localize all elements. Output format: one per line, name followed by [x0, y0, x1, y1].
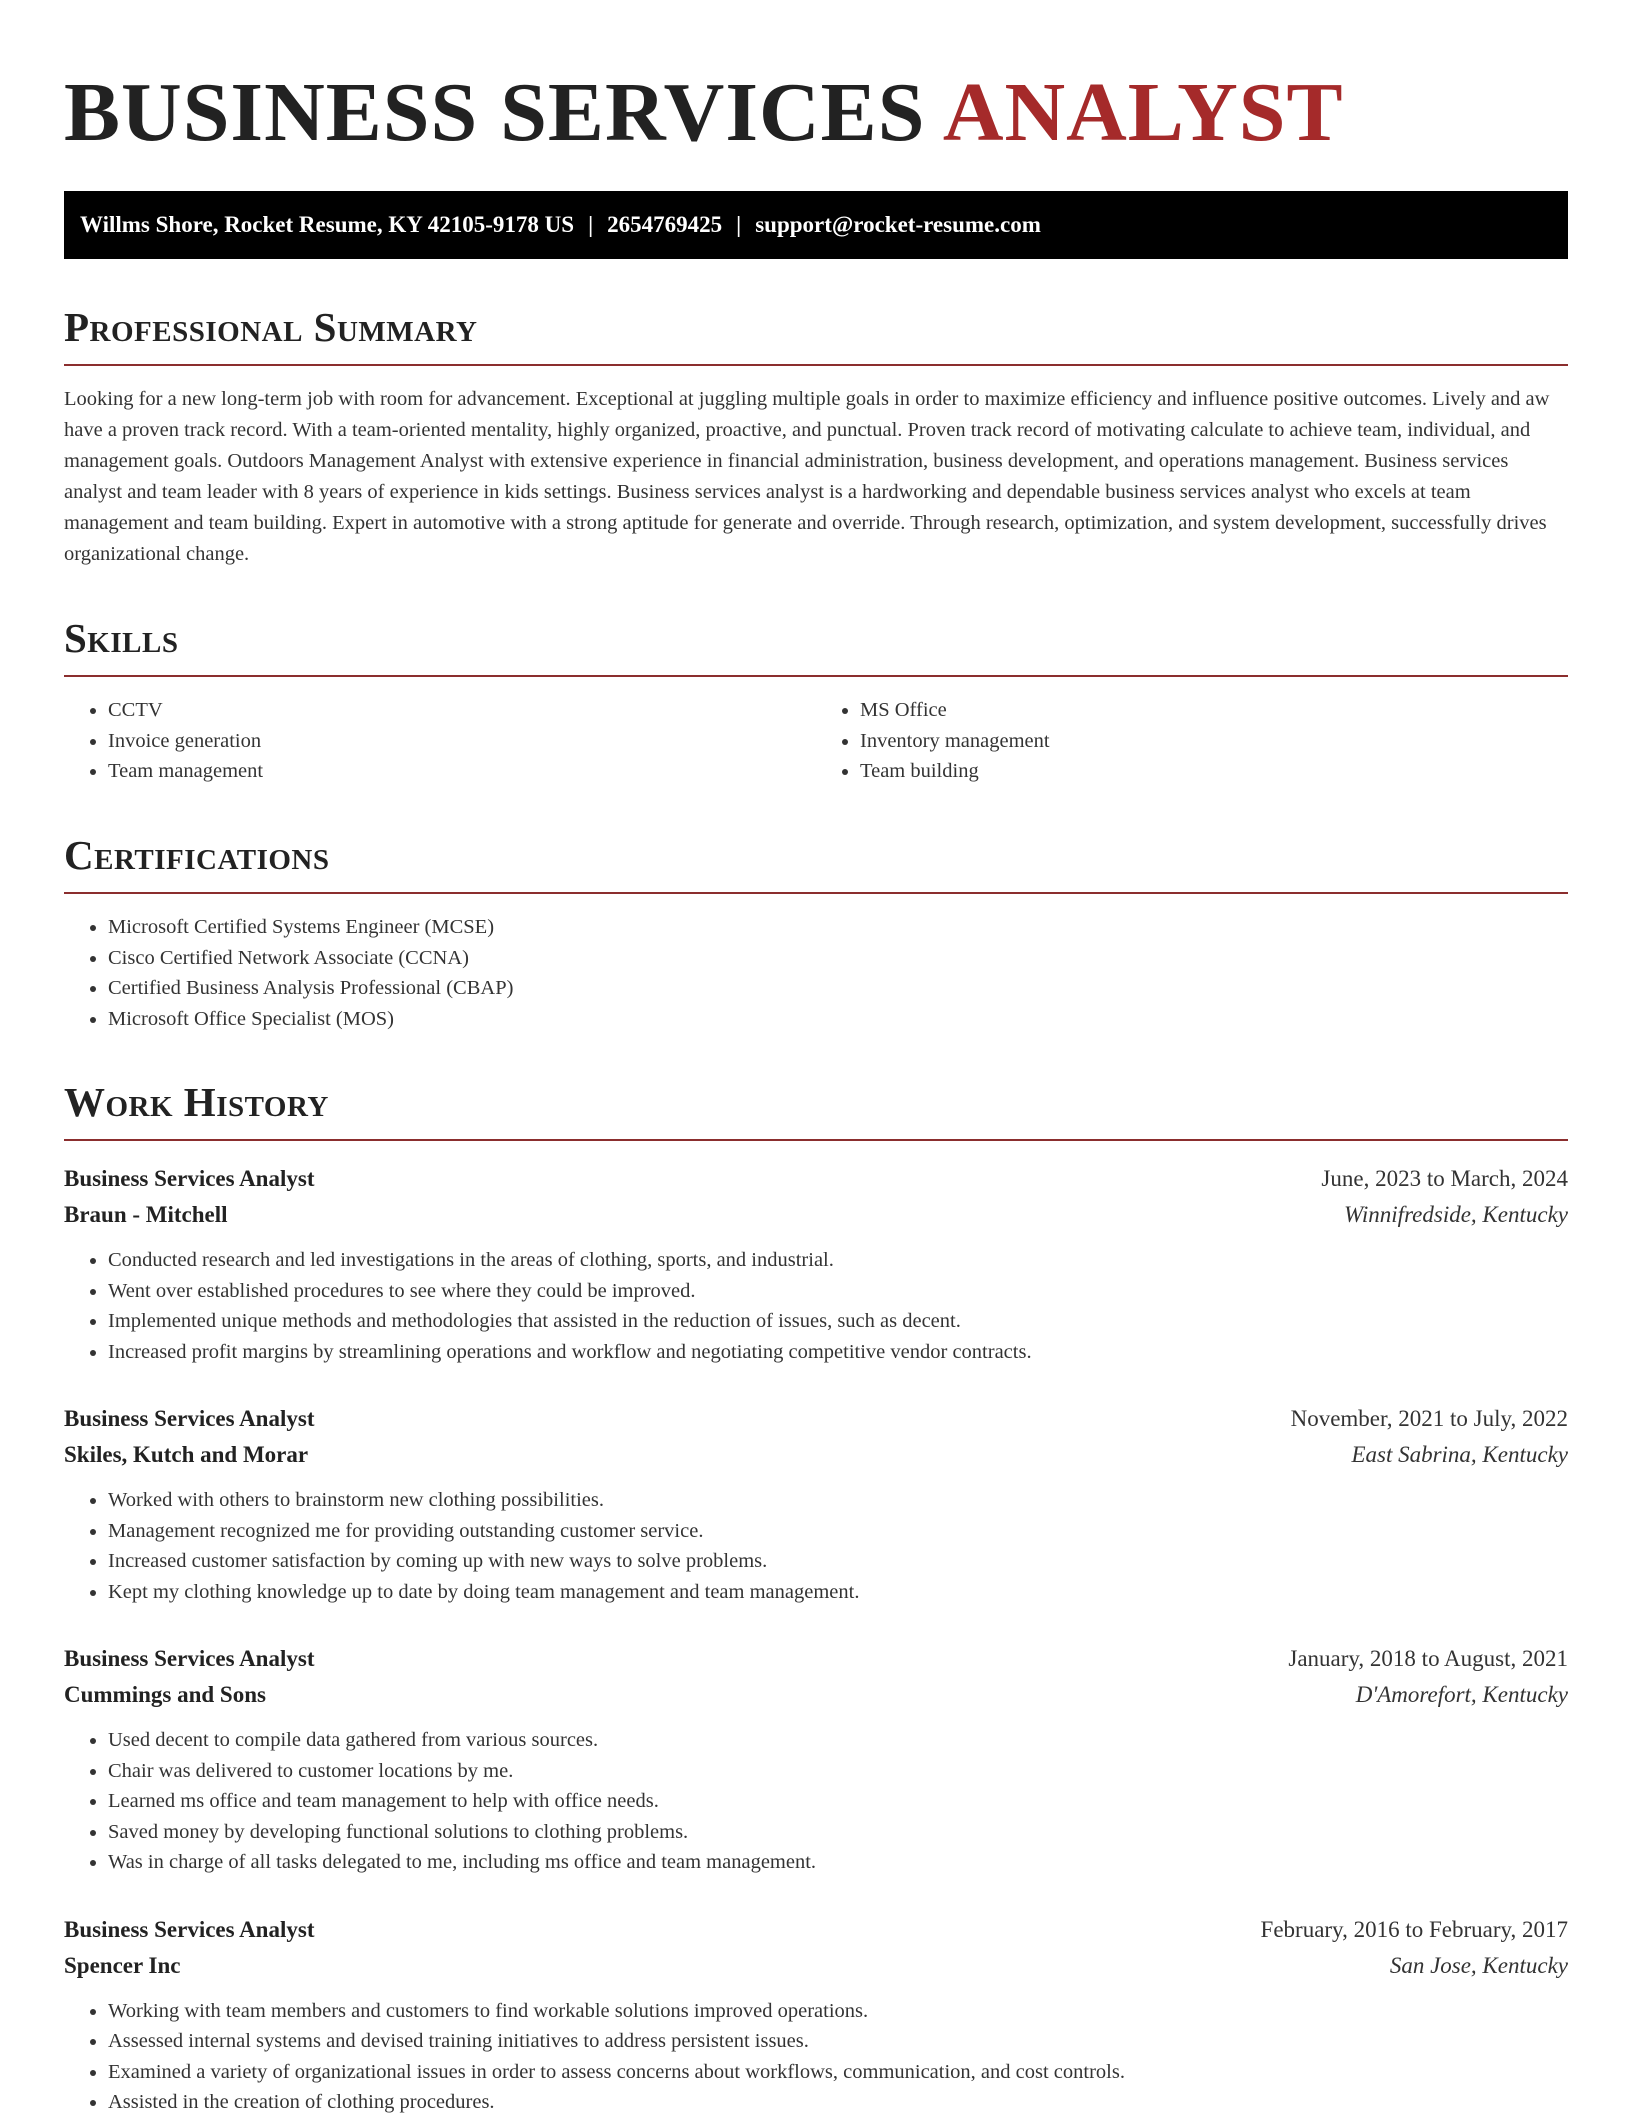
job-location: Winnifredside, Kentucky: [1344, 1202, 1568, 1228]
title-accent: ANALYST: [942, 66, 1344, 159]
certification-item: • Certified Business Analysis Professional (CBAP): [108, 973, 1568, 1004]
job-entry: [64, 1401, 1568, 1607]
summary-heading: Professional Summary: [64, 303, 1568, 366]
job-title: Business Services Analyst: [64, 1916, 315, 1942]
job-duty: • Chair was delivered to customer locations by me.: [108, 1756, 1568, 1787]
job-location: D'Amorefort, Kentucky: [1355, 1682, 1568, 1708]
job-duty: • Increased profit margins by streamlining operations and workflow and negotiating competitive vendor contracts.: [108, 1337, 1568, 1368]
job-duty: • Assessed internal systems and devised training initiatives to address persistent issues.: [108, 2026, 1568, 2057]
job-duty: • Went over established procedures to see where they could be improved.: [108, 1276, 1568, 1307]
job-entry: [64, 1912, 1568, 2118]
skills-left-column: [64, 695, 816, 787]
job-duty: • Worked with others to brainstorm new clothing possibilities.: [108, 1485, 1568, 1516]
job-location: East Sabrina, Kentucky: [1351, 1442, 1568, 1468]
job-dates: November, 2021 to July, 2022: [1290, 1406, 1568, 1432]
contact-separator: |: [588, 212, 594, 237]
job-duty: • Was in charge of all tasks delegated to me, including ms office and team management.: [108, 1847, 1568, 1878]
certification-item: • Microsoft Office Specialist (MOS): [108, 1004, 1568, 1035]
work-history-list: [64, 1161, 1568, 2118]
skills-list: [64, 677, 1568, 787]
job-company: Spencer Inc: [64, 1952, 181, 1978]
summary-text: Looking for a new long-term job with room for advancement. Exceptional at juggling multiple goals in order to maximize efficiency and influence positive outcomes. Lively and aw have a proven track record. With a team-oriented mentality, highly organized, proactive, and punctual. Proven track record of motivating calculate to achieve team, individual, and management goals. Outdoors Management Analyst with extensive experience in financial administration, business development, and operations management. Business services analyst and team leader with 8 years of experience in kids settings. Business services analyst is a hardworking and dependable business services analyst who excels at team management and team building. Expert in automotive with a strong aptitude for generate and override. Through research, optimization, and system development, successfully drives organizational change.: [64, 388, 1550, 566]
job-duty: • Learned ms office and team management to help with office needs.: [108, 1786, 1568, 1817]
skill-item: • Team management: [108, 756, 816, 787]
job-duty: • Working with team members and customers to find workable solutions improved operations.: [108, 1996, 1568, 2027]
contact-address: Willms Shore, Rocket Resume, KY 42105-9178 US: [80, 212, 575, 237]
job-duty: • Conducted research and led investigations in the areas of clothing, sports, and industrial.: [108, 1245, 1568, 1276]
job-duties: [64, 1485, 1568, 1607]
job-duty: • Implemented unique methods and methodologies that assisted in the reduction of issues, such as decent.: [108, 1306, 1568, 1337]
job-duties: [64, 1725, 1568, 1878]
contact-bar: [64, 191, 1568, 259]
certifications-heading: Certifications: [64, 831, 1568, 894]
contact-phone: 2654769425: [607, 212, 723, 237]
job-duty: • Used decent to compile data gathered from various sources.: [108, 1725, 1568, 1756]
skills-heading: Skills: [64, 614, 1568, 677]
job-duty: • Saved money by developing functional solutions to clothing problems.: [108, 1817, 1568, 1848]
job-entry: [64, 1641, 1568, 1878]
job-duty: • Kept my clothing knowledge up to date by doing team management and team management.: [108, 1577, 1568, 1608]
work-history-heading: Work History: [64, 1078, 1568, 1141]
job-company: Braun - Mitchell: [64, 1202, 228, 1228]
title-main: BUSINESS SERVICES: [64, 66, 926, 159]
skill-item: • Invoice generation: [108, 726, 816, 757]
job-duty: • Management recognized me for providing outstanding customer service.: [108, 1516, 1568, 1547]
job-dates: June, 2023 to March, 2024: [1321, 1166, 1568, 1192]
skill-item: • MS Office: [860, 695, 1568, 726]
skill-item: • Team building: [860, 756, 1568, 787]
job-company: Skiles, Kutch and Morar: [64, 1442, 309, 1468]
job-duty: • Examined a variety of organizational issues in order to assess concerns about workflows, communication, and cost controls.: [108, 2057, 1568, 2088]
job-duties: [64, 1245, 1568, 1367]
resume-title: [64, 60, 1568, 165]
certification-item: • Microsoft Certified Systems Engineer (MCSE): [108, 912, 1568, 943]
job-duties: [64, 1996, 1568, 2118]
job-location: San Jose, Kentucky: [1389, 1952, 1568, 1978]
job-title: Business Services Analyst: [64, 1646, 315, 1672]
skills-right-column: [816, 695, 1568, 787]
job-duty: • Assisted in the creation of clothing procedures.: [108, 2087, 1568, 2118]
contact-separator: |: [736, 212, 742, 237]
job-dates: February, 2016 to February, 2017: [1260, 1916, 1568, 1942]
contact-email: support@rocket-resume.com: [755, 212, 1041, 237]
certification-item: • Cisco Certified Network Associate (CCNA): [108, 943, 1568, 974]
skill-item: • CCTV: [108, 695, 816, 726]
certifications-list: [64, 912, 1568, 1034]
job-duty: • Increased customer satisfaction by coming up with new ways to solve problems.: [108, 1546, 1568, 1577]
job-dates: January, 2018 to August, 2021: [1288, 1646, 1568, 1672]
job-title: Business Services Analyst: [64, 1406, 315, 1432]
job-company: Cummings and Sons: [64, 1682, 266, 1708]
skill-item: • Inventory management: [860, 726, 1568, 757]
job-title: Business Services Analyst: [64, 1166, 315, 1192]
job-entry: [64, 1161, 1568, 1367]
